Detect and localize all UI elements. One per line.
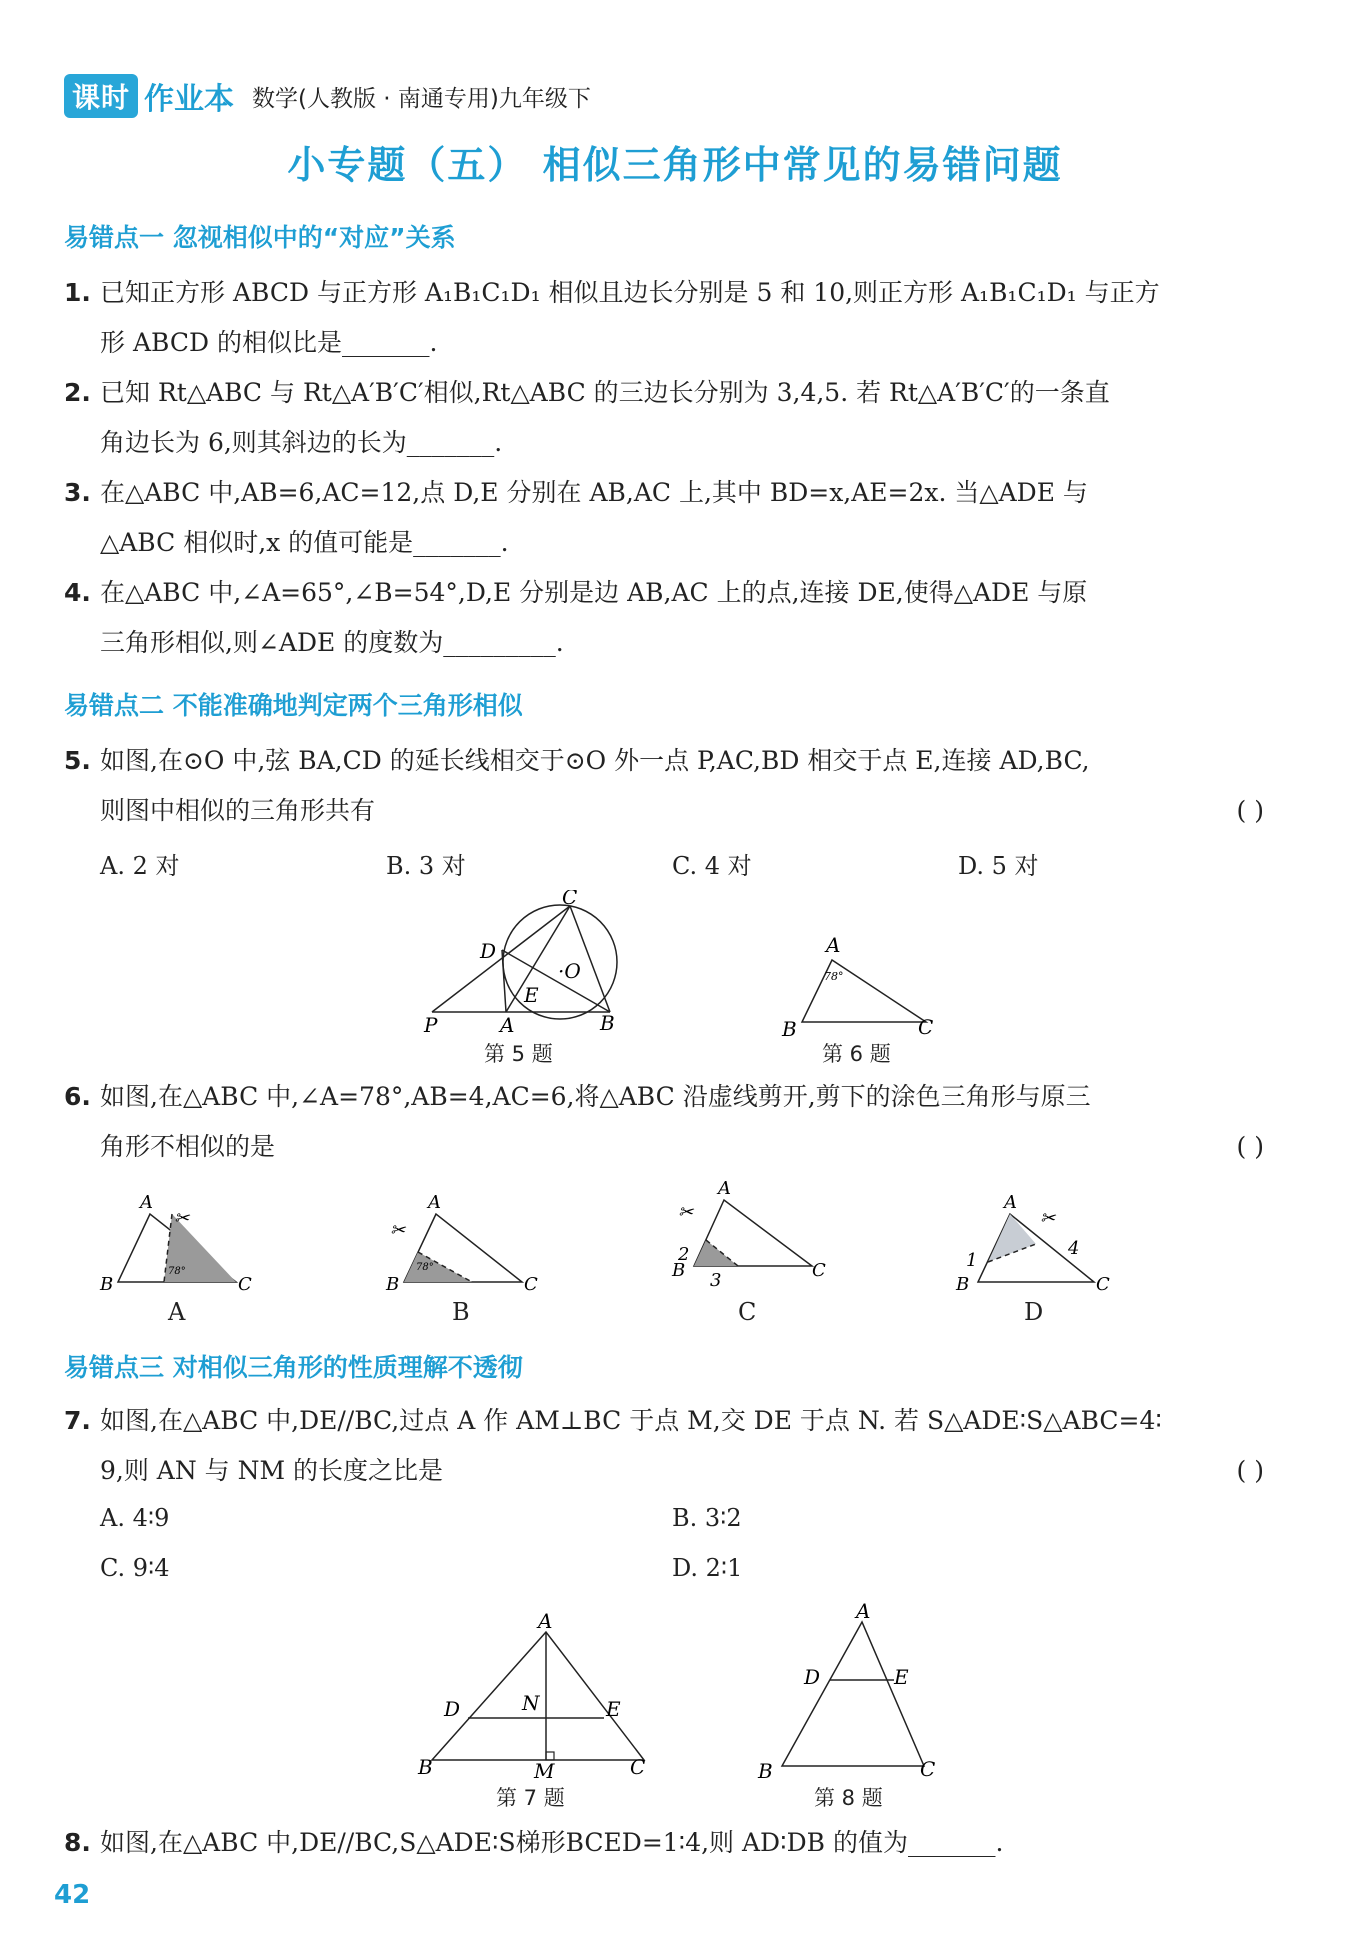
page-number: 42	[54, 1880, 91, 1910]
svg-text:78°: 78°	[168, 1266, 186, 1277]
question-number: 4.	[64, 578, 91, 607]
page-title: 小专题（五） 相似三角形中常见的易错问题	[287, 143, 1063, 187]
label-b: B	[782, 1017, 797, 1040]
label-e: E	[524, 983, 539, 1007]
question-6	[64, 1072, 1264, 1172]
svg-text:N: N	[522, 1691, 540, 1715]
label-c: C	[918, 1015, 934, 1039]
question-5	[64, 736, 1264, 836]
question-text: 在△ABC 中,∠A=65°,∠B=54°,D,E 分别是边 AB,AC 上的点,连接 DE,使得△ADE 与原	[100, 578, 1088, 607]
svg-text:C: C	[1096, 1274, 1110, 1295]
line-ad	[502, 950, 506, 1012]
triangle-abc	[802, 960, 926, 1022]
subject-line: 数学(人教版 · 南通专用)九年级下	[252, 85, 591, 112]
option-d: D. 5 对	[958, 852, 1039, 880]
question-1	[64, 268, 1264, 368]
svg-text:B: B	[758, 1759, 773, 1780]
figure-5	[420, 890, 640, 1040]
svg-text:B: B	[418, 1755, 433, 1779]
svg-text:D: D	[444, 1697, 461, 1721]
svg-text:B: B	[386, 1274, 400, 1295]
shaded-triangle	[694, 1240, 738, 1266]
option-a: A. 4∶9	[100, 1504, 170, 1532]
svg-text:1: 1	[966, 1250, 978, 1271]
option-a: A. 2 对	[100, 852, 180, 880]
figure-7-caption: 第 7 题	[496, 1786, 565, 1810]
svg-text:B: B	[672, 1260, 686, 1281]
scissors-icon: ✂	[1040, 1208, 1056, 1229]
question-number: 3.	[64, 478, 91, 507]
svg-text:2: 2	[678, 1244, 690, 1265]
answer-paren: ( )	[1236, 1132, 1264, 1161]
question-2	[64, 368, 1264, 468]
angle-label: 78°	[824, 970, 844, 983]
svg-text:A: A	[856, 1600, 871, 1623]
svg-text:A: A	[538, 1612, 553, 1633]
brand-name: 作业本	[144, 82, 235, 117]
question-number: 1.	[64, 278, 91, 307]
line-db	[502, 950, 610, 1012]
figure-6	[776, 930, 946, 1040]
figure-8-caption: 第 8 题	[814, 1786, 883, 1810]
question-text-line2: △ABC 相似时,x 的值可能是_______.	[100, 528, 509, 557]
section-heading-1: 易错点一 忽视相似中的“对应”关系	[64, 223, 456, 252]
question-text: 如图,在△ABC 中,DE//BC,过点 A 作 AM⊥BC 于点 M,交 DE 于点 N. 若 S△ADE∶S△ABC=4∶	[100, 1406, 1162, 1435]
svg-text:A: A	[1004, 1192, 1017, 1213]
svg-text:M: M	[534, 1759, 555, 1782]
question-4	[64, 568, 1264, 668]
option-label-a: A	[168, 1298, 186, 1326]
question-text-line2: 形 ABCD 的相似比是_______.	[100, 328, 438, 357]
answer-paren: ( )	[1236, 1456, 1264, 1485]
option-c: C. 4 对	[672, 852, 752, 880]
question-8	[64, 1818, 1264, 1868]
question-text: 已知正方形 ABCD 与正方形 A₁B₁C₁D₁ 相似且边长分别是 5 和 10,则正方形 A₁B₁C₁D₁ 与正方	[100, 278, 1160, 307]
section-heading-3: 易错点三 对相似三角形的性质理解不透彻	[64, 1353, 523, 1382]
svg-text:C: C	[524, 1274, 538, 1295]
figure-6-option-c	[666, 1178, 846, 1298]
question-number: 7.	[64, 1406, 91, 1435]
figure-8	[752, 1600, 952, 1780]
question-text: 如图,在△ABC 中,∠A=78°,AB=4,AC=6,将△ABC 沿虚线剪开,剪下的涂色三角形与原三	[100, 1082, 1091, 1111]
svg-text:E: E	[894, 1665, 909, 1689]
figure-6-caption: 第 6 题	[822, 1042, 891, 1066]
label-d: D	[480, 939, 497, 963]
question-number: 5.	[64, 746, 91, 775]
figure-7	[412, 1612, 652, 1782]
svg-text:3: 3	[710, 1270, 722, 1291]
label-c: C	[562, 890, 578, 909]
question-text-line2: 9,则 AN 与 NM 的长度之比是	[100, 1456, 444, 1485]
label-a: A	[826, 933, 841, 957]
question-number: 6.	[64, 1082, 91, 1111]
question-7	[64, 1396, 1264, 1496]
svg-text:D: D	[804, 1665, 821, 1689]
option-b: B. 3 对	[386, 852, 466, 880]
svg-text:4: 4	[1068, 1238, 1080, 1259]
figure-6-option-d	[948, 1190, 1128, 1300]
svg-text:A: A	[428, 1192, 441, 1213]
svg-text:B: B	[100, 1274, 114, 1295]
answer-paren: ( )	[1236, 796, 1264, 825]
scissors-icon: ✂	[678, 1202, 694, 1223]
question-text-line2: 则图中相似的三角形共有	[100, 796, 376, 825]
question-3	[64, 468, 1264, 568]
question-text: 如图,在△ABC 中,DE//BC,S△ADE∶S梯形BCED=1∶4,则 AD∶DB 的值为_______.	[100, 1828, 1004, 1857]
figure-5-caption: 第 5 题	[484, 1042, 553, 1066]
label-p: P	[424, 1013, 438, 1037]
figure-6-option-a	[96, 1190, 276, 1300]
svg-text:C: C	[812, 1260, 826, 1281]
header	[64, 74, 591, 118]
question-text: 在△ABC 中,AB=6,AC=12,点 D,E 分别在 AB,AC 上,其中 BD=x,AE=2x. 当△ADE 与	[100, 478, 1088, 507]
svg-text:C: C	[630, 1755, 646, 1779]
svg-text:C: C	[238, 1274, 252, 1295]
option-label-b: B	[452, 1298, 470, 1326]
option-d: D. 2∶1	[672, 1554, 743, 1582]
question-text-line2: 三角形相似,则∠ADE 的度数为_________.	[100, 628, 564, 657]
option-b: B. 3∶2	[672, 1504, 742, 1532]
svg-text:A: A	[718, 1178, 731, 1199]
question-number: 2.	[64, 378, 91, 407]
svg-text:A: A	[140, 1192, 153, 1213]
shaded-triangle	[404, 1252, 472, 1282]
shaded-triangle	[988, 1214, 1036, 1262]
scissors-icon: ✂	[390, 1220, 406, 1241]
svg-text:C: C	[920, 1757, 936, 1780]
svg-text:E: E	[606, 1697, 621, 1721]
figure-6-option-b	[382, 1190, 562, 1300]
question-text-line2: 角形不相似的是	[100, 1132, 276, 1161]
logo: 课时	[64, 74, 138, 118]
question-number: 8.	[64, 1828, 91, 1857]
scissors-icon: ✂	[174, 1208, 190, 1229]
option-label-c: C	[738, 1298, 757, 1326]
triangle-abc	[782, 1622, 924, 1766]
option-c: C. 9∶4	[100, 1554, 170, 1582]
label-o: ·O	[558, 959, 581, 983]
section-heading-2: 易错点二 不能准确地判定两个三角形相似	[64, 691, 523, 720]
question-text: 已知 Rt△ABC 与 Rt△A′B′C′相似,Rt△ABC 的三边长分别为 3,4,5. 若 Rt△A′B′C′的一条直	[100, 378, 1110, 407]
question-text: 如图,在⊙O 中,弦 BA,CD 的延长线相交于⊙O 外一点 P,AC,BD 相交于点 E,连接 AD,BC,	[100, 746, 1090, 775]
question-text-line2: 角边长为 6,则其斜边的长为_______.	[100, 428, 503, 457]
option-label-d: D	[1024, 1298, 1044, 1326]
line-pc	[432, 906, 570, 1012]
svg-text:B: B	[956, 1274, 970, 1295]
label-a: A	[500, 1013, 515, 1037]
svg-text:78°: 78°	[416, 1262, 434, 1273]
label-b: B	[600, 1011, 615, 1035]
